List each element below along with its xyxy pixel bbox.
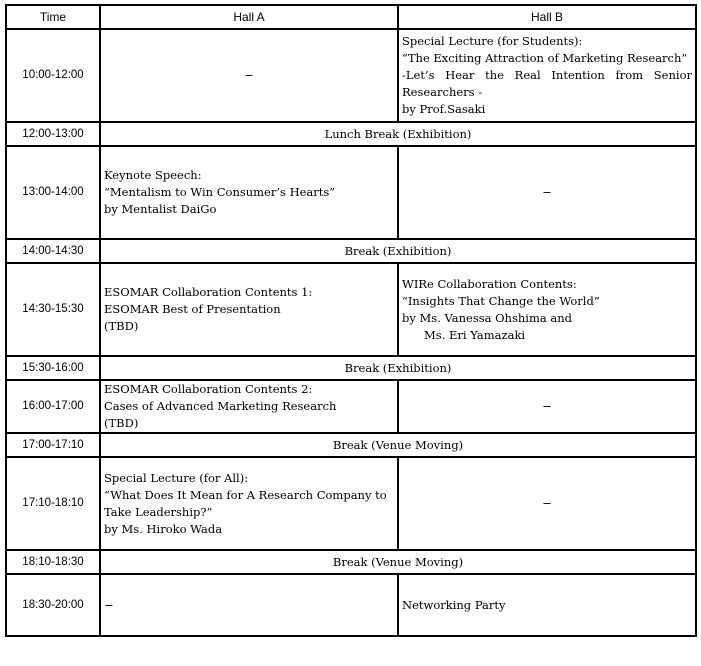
time-cell: 13:00-14:00	[6, 146, 100, 239]
time-cell: 14:30-15:30	[6, 263, 100, 356]
hall-b-cell: −	[398, 457, 696, 550]
session-line: “What Does It Mean for A Research Company to	[104, 487, 387, 502]
time-cell: 12:00-13:00	[6, 122, 100, 146]
table-row	[6, 550, 696, 574]
session-line: Ms. Eri Yamazaki	[424, 327, 526, 342]
table-row	[6, 433, 696, 457]
session-line: (TBD)	[104, 319, 139, 333]
schedule-table	[5, 4, 697, 637]
hall-b-cell: −	[398, 380, 696, 433]
session-line: WIRe Collaboration Contents:	[402, 276, 577, 291]
table-row	[6, 239, 696, 263]
hall-a-cell	[100, 146, 398, 239]
session-line: “The Exciting Attraction of Marketing Research”	[402, 51, 688, 65]
break-cell: Break (Exhibition)	[100, 239, 696, 263]
time-cell: 10:00-12:00	[6, 29, 100, 122]
time-cell: 15:30-16:00	[6, 356, 100, 380]
break-cell: Break (Venue Moving)	[100, 550, 696, 574]
session-line: Take Leadership?”	[104, 504, 213, 519]
hall-a-cell	[100, 457, 398, 550]
table-row	[6, 574, 696, 636]
session-line: Cases of Advanced Marketing Research	[104, 399, 337, 413]
session-line: ESOMAR Collaboration Contents 1:	[104, 285, 313, 299]
header-hall-a: Hall A	[100, 5, 398, 29]
table-row	[6, 263, 696, 356]
break-cell: Lunch Break (Exhibition)	[100, 122, 696, 146]
table-row	[6, 457, 696, 550]
time-cell: 16:00-17:00	[6, 380, 100, 433]
header-time: Time	[6, 5, 100, 29]
session-line: Keynote Speech:	[104, 168, 202, 182]
session-line: “Mentalism to Win Consumer’s Hearts”	[104, 185, 336, 199]
time-cell: 18:30-20:00	[6, 574, 100, 636]
hall-b-cell	[398, 29, 696, 122]
session-line: (TBD)	[104, 416, 139, 430]
hall-a-cell: −	[100, 29, 398, 122]
table-row	[6, 122, 696, 146]
hall-a-cell: −	[100, 574, 398, 636]
session-line: “Insights That Change the World”	[402, 293, 600, 308]
session-line: Special Lecture (for All):	[104, 470, 249, 485]
session-line: by Ms. Vanessa Ohshima and	[402, 310, 572, 325]
hall-b-cell: −	[398, 146, 696, 239]
time-cell: 17:00-17:10	[6, 433, 100, 457]
hall-b-cell	[398, 263, 696, 356]
time-cell: 18:10-18:30	[6, 550, 100, 574]
session-line: by Ms. Hiroko Wada	[104, 521, 223, 536]
time-cell: 17:10-18:10	[6, 457, 100, 550]
table-row	[6, 29, 696, 122]
header-row	[6, 5, 696, 29]
time-cell: 14:00-14:30	[6, 239, 100, 263]
table-row	[6, 356, 696, 380]
session-line: ESOMAR Collaboration Contents 2:	[104, 382, 313, 396]
table-row	[6, 380, 696, 433]
session-line: ESOMAR Best of Presentation	[104, 302, 281, 316]
hall-b-cell: Networking Party	[398, 574, 696, 636]
break-cell: Break (Exhibition)	[100, 356, 696, 380]
hall-a-cell	[100, 380, 398, 433]
session-line: -Let’s Hear the Real Intention from Senior	[402, 68, 692, 82]
session-line: Researchers -	[402, 85, 483, 99]
table-row	[6, 146, 696, 239]
header-hall-b: Hall B	[398, 5, 696, 29]
session-line: Special Lecture (for Students):	[402, 34, 583, 48]
break-cell: Break (Venue Moving)	[100, 433, 696, 457]
hall-a-cell	[100, 263, 398, 356]
session-line: by Prof.Sasaki	[402, 102, 486, 116]
session-line: by Mentalist DaiGo	[104, 202, 217, 216]
